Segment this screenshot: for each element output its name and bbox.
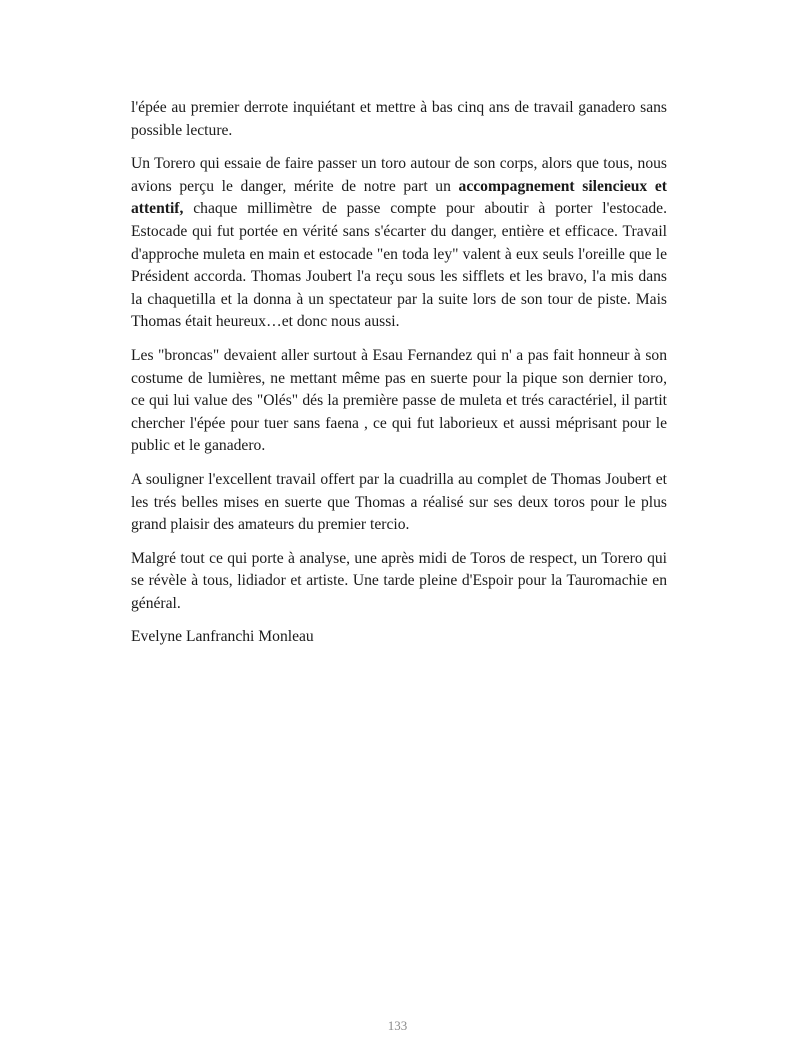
paragraph-3-text: Les "broncas" devaient aller surtout à Esau Fernandez qui n' a pas fait honneur à son costume de lumières, ne mettant même pas en suerte pour la pique son dernier toro, ce qui lui value des "Olés" dés la première passe de muleta et trés caractériel, il partit chercher l'épée pour tuer sans faena , ce qui fut laborieux et aussi méprisant pour le public et le ganadero. — [131, 346, 667, 455]
paragraph-5-text: Malgré tout ce qui porte à analyse, une après midi de Toros de respect, un Torero qui se révèle à tous, lidiador et artiste. Une tarde pleine d'Espoir pour la Tauromachie en général. — [131, 549, 667, 612]
paragraph-1 — [131, 97, 667, 142]
paragraph-1-text: l'épée au premier derrote inquiétant et mettre à bas cinq ans de travail ganadero sans possible lecture. — [131, 99, 667, 139]
paragraph-2-text-end: chaque millimètre de passe compte pour aboutir à porter l'estocade. Estocade qui fut portée en vérité sans s'écarter du danger, entière et efficace. Travail d'approche muleta en main et estocade "en toda ley" valent à eux seuls l'oreille que le Président accorda. Thomas Joubert l'a reçu sous les sifflets et les bravo, l'a mis dans la chaquetilla et la donna à un spectateur par la suite lors de son tour de piste. Mais Thomas était heureux…et donc nous aussi. — [131, 200, 667, 331]
paragraph-2-bold-phrase: accompagnement silencieux et attentif, — [131, 177, 667, 218]
author-name: Evelyne Lanfranchi Monleau — [131, 628, 314, 646]
paragraph-2 — [131, 153, 667, 334]
paragraph-4-text: A souligner l'excellent travail offert par la cuadrilla au complet de Thomas Joubert et les trés belles mises en suerte que Thomas a réalisé sur ses deux toros pour le plus grand plaisir des amateurs du premier tercio. — [131, 470, 667, 534]
paragraph-2-text-start: Un Torero qui essaie de faire passer un toro autour de son corps, alors que tous, nous avions perçu le danger, mérite de notre part un — [131, 155, 667, 195]
document-body — [131, 97, 667, 660]
paragraph-3 — [131, 345, 667, 458]
author-signature — [131, 626, 667, 649]
page-number: 133 — [387, 1018, 408, 1033]
paragraph-4 — [131, 469, 667, 537]
paragraph-5 — [131, 548, 667, 616]
